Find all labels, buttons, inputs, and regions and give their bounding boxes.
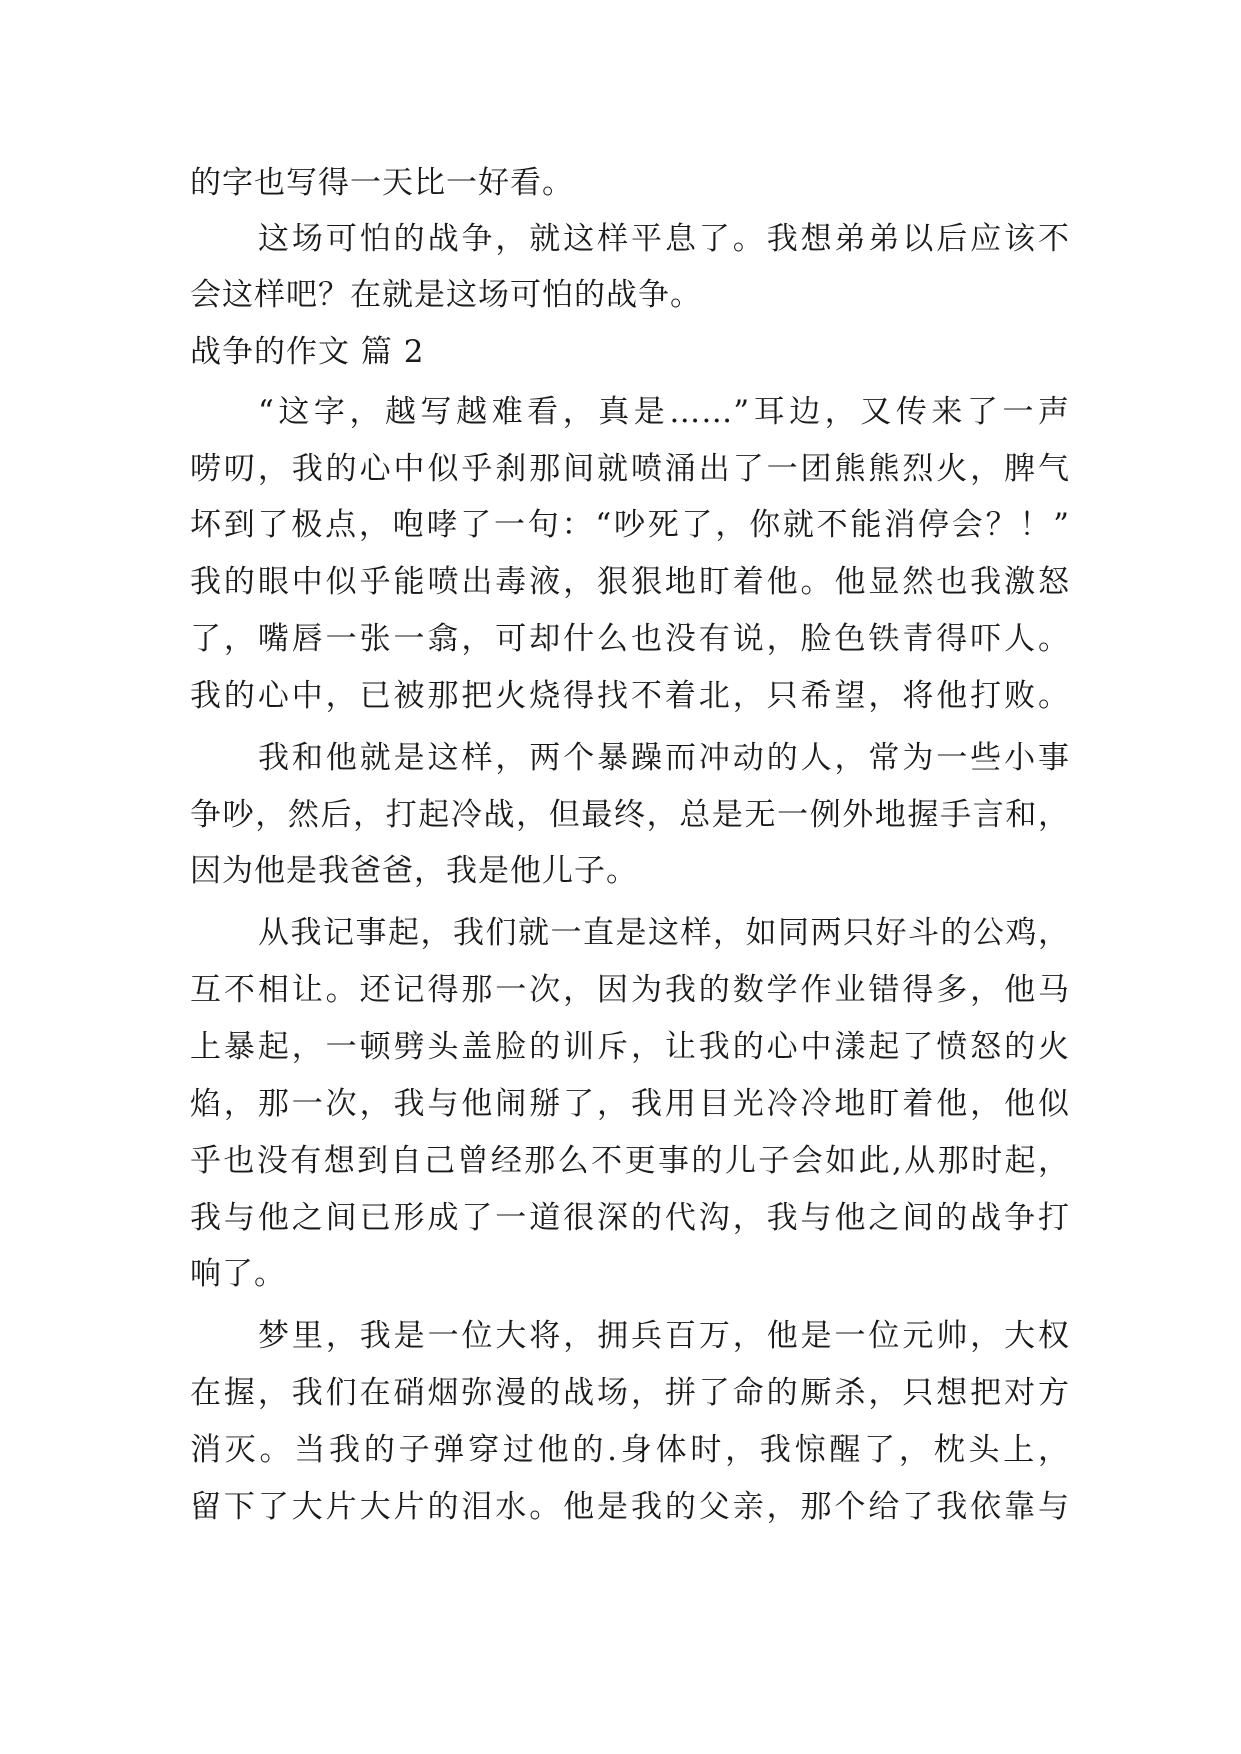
text-line: 消灭。当我的子弹穿过他的.身体时，我惊醒了，枕头上，: [190, 1432, 1070, 1468]
text-line: 我与他之间已形成了一道很深的代沟，我与他之间的战争打: [190, 1200, 1070, 1236]
text-line: 了，嘴唇一张一翕，可却什么也没有说，脸色铁青得吓人。: [190, 621, 1070, 657]
section-heading: 战争的作文 篇 2: [190, 334, 425, 370]
text-line: 留下了大片大片的泪水。他是我的父亲，那个给了我依靠与: [190, 1489, 1070, 1525]
text-line: 唠叨，我的心中似乎刹那间就喷涌出了一团熊熊烈火，脾气: [190, 451, 1070, 487]
text-line: 梦里，我是一位大将，拥兵百万，他是一位元帅，大权: [258, 1318, 1070, 1354]
text-line: 我的眼中似乎能喷出毒液，狠狠地盯着他。他显然也我激怒: [190, 564, 1070, 600]
text-line: 从我记事起，我们就一直是这样，如同两只好斗的公鸡，: [258, 915, 1070, 951]
text-line: 互不相让。还记得那一次，因为我的数学作业错得多，他马: [190, 972, 1070, 1008]
text-line: “这字，越写越难看，真是……”耳边，又传来了一声: [258, 394, 1070, 430]
text-line: 上暴起，一顿劈头盖脸的训斥，让我的心中漾起了愤怒的火: [190, 1029, 1070, 1065]
text-line: 响了。: [190, 1256, 286, 1292]
text-line: 这场可怕的战争，就这样平息了。我想弟弟以后应该不: [258, 221, 1070, 257]
text-line: 的字也写得一天比一好看。: [190, 165, 574, 201]
text-line: 争吵，然后，打起冷战，但最终，总是无一例外地握手言和，: [190, 797, 1070, 833]
text-line: 乎也没有想到自己曾经那么不更事的儿子会如此,从那时起，: [190, 1143, 1070, 1179]
text-line: 我的心中，已被那把火烧得找不着北，只希望，将他打败。: [190, 678, 1070, 714]
text-line: 在握，我们在硝烟弥漫的战场，拼了命的厮杀，只想把对方: [190, 1375, 1070, 1411]
text-line: 我和他就是这样，两个暴躁而冲动的人，常为一些小事: [258, 740, 1070, 776]
text-line: 焰，那一次，我与他闹掰了，我用目光冷冷地盯着他，他似: [190, 1086, 1070, 1122]
text-line: 因为他是我爸爸，我是他儿子。: [190, 853, 638, 889]
text-line: 会这样吧？在就是这场可怕的战争。: [190, 277, 702, 313]
text-line: 坏到了极点，咆哮了一句：“吵死了，你就不能消停会？！”: [190, 507, 1070, 543]
